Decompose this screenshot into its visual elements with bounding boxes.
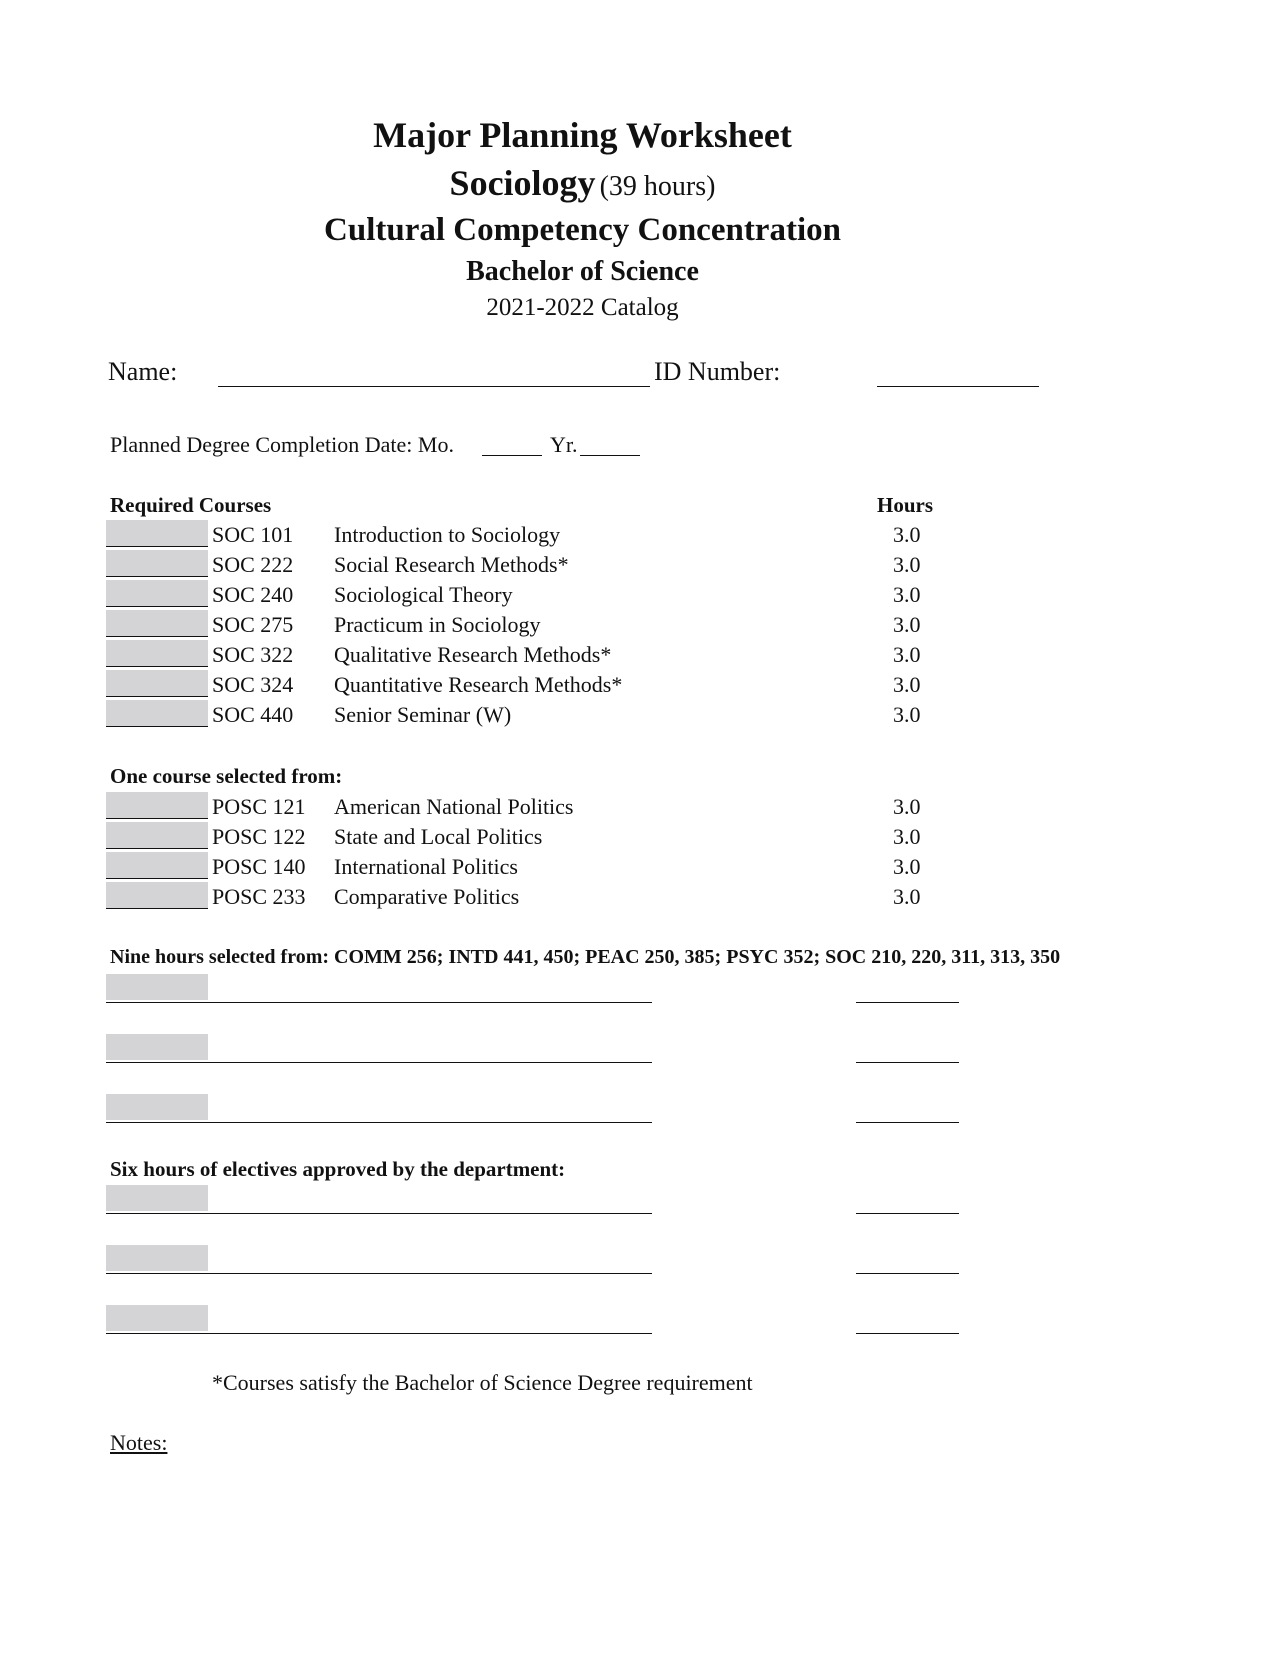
major-line <box>0 162 1165 204</box>
course-entry-line[interactable] <box>106 1002 652 1003</box>
course-code: SOC 324 <box>212 672 294 697</box>
completion-box[interactable] <box>106 1245 208 1271</box>
course-code: POSC 122 <box>212 824 306 849</box>
course-title: Sociological Theory <box>334 582 513 607</box>
course-code: SOC 240 <box>212 582 294 607</box>
completion-box[interactable] <box>106 882 208 909</box>
completion-box[interactable] <box>106 520 208 547</box>
footnote: *Courses satisfy the Bachelor of Science Degree requirement <box>212 1370 753 1395</box>
course-code: POSC 140 <box>212 854 306 879</box>
concentration-title: Cultural Competency Concentration <box>324 212 841 248</box>
required-courses-heading: Required Courses <box>110 493 272 517</box>
course-title: Social Research Methods* <box>334 552 569 577</box>
completion-date-label: Planned Degree Completion Date: Mo. <box>110 432 454 457</box>
completion-box[interactable] <box>106 852 208 879</box>
course-hours: 3.0 <box>893 854 921 879</box>
course-entry-line[interactable] <box>106 1333 652 1334</box>
major-name: Sociology <box>449 163 596 203</box>
course-code: SOC 440 <box>212 702 294 727</box>
completion-box[interactable] <box>106 670 208 697</box>
page-title: Major Planning Worksheet <box>373 115 792 155</box>
course-code: SOC 222 <box>212 552 294 577</box>
completion-year-field[interactable] <box>580 455 640 456</box>
course-entry-line[interactable] <box>106 1062 652 1063</box>
completion-box[interactable] <box>106 822 208 849</box>
hours-entry-line[interactable] <box>856 1062 959 1063</box>
completion-box[interactable] <box>106 974 208 1000</box>
course-hours: 3.0 <box>893 794 921 819</box>
course-hours: 3.0 <box>893 582 921 607</box>
one-course-heading: One course selected from: <box>110 764 343 788</box>
course-entry-line[interactable] <box>106 1122 652 1123</box>
hours-entry-line[interactable] <box>856 1213 959 1214</box>
completion-year-label: Yr. <box>550 432 578 457</box>
completion-box[interactable] <box>106 640 208 667</box>
course-code: SOC 101 <box>212 522 294 547</box>
course-hours: 3.0 <box>893 522 921 547</box>
course-title: American National Politics <box>334 794 574 819</box>
completion-month-field[interactable] <box>482 455 542 456</box>
completion-box[interactable] <box>106 1185 208 1211</box>
completion-box[interactable] <box>106 792 208 819</box>
course-title: State and Local Politics <box>334 824 543 849</box>
id-number-label: ID Number: <box>654 357 781 386</box>
course-hours: 3.0 <box>893 612 921 637</box>
completion-box[interactable] <box>106 1094 208 1120</box>
degree-title: Bachelor of Science <box>466 256 699 287</box>
completion-box[interactable] <box>106 580 208 607</box>
course-title: International Politics <box>334 854 518 879</box>
course-hours: 3.0 <box>893 642 921 667</box>
course-hours: 3.0 <box>893 884 921 909</box>
course-code: SOC 322 <box>212 642 294 667</box>
hours-entry-line[interactable] <box>856 1122 959 1123</box>
course-title: Introduction to Sociology <box>334 522 561 547</box>
name-label: Name: <box>108 357 178 386</box>
completion-box[interactable] <box>106 610 208 637</box>
course-hours: 3.0 <box>893 824 921 849</box>
nine-hours-heading: Nine hours selected from: COMM 256; INTD 441, 450; PEAC 250, 385; PSYC 352; SOC 210, 220, 311, 313, 350 <box>110 946 1061 968</box>
course-hours: 3.0 <box>893 672 921 697</box>
course-title: Quantitative Research Methods* <box>334 672 623 697</box>
name-field[interactable] <box>218 386 650 387</box>
course-title: Senior Seminar (W) <box>334 702 512 727</box>
id-number-field[interactable] <box>877 386 1039 387</box>
major-hours: (39 hours) <box>599 171 716 202</box>
hours-entry-line[interactable] <box>856 1002 959 1003</box>
notes-label: Notes: <box>110 1430 168 1455</box>
hours-entry-line[interactable] <box>856 1333 959 1334</box>
hours-entry-line[interactable] <box>856 1273 959 1274</box>
course-entry-line[interactable] <box>106 1273 652 1274</box>
course-hours: 3.0 <box>893 702 921 727</box>
course-title: Comparative Politics <box>334 884 520 909</box>
course-code: SOC 275 <box>212 612 294 637</box>
course-title: Qualitative Research Methods* <box>334 642 612 667</box>
completion-box[interactable] <box>106 700 208 727</box>
course-code: POSC 233 <box>212 884 306 909</box>
completion-box[interactable] <box>106 1305 208 1331</box>
course-hours: 3.0 <box>893 552 921 577</box>
course-title: Practicum in Sociology <box>334 612 541 637</box>
completion-box[interactable] <box>106 550 208 577</box>
catalog-year: 2021-2022 Catalog <box>486 294 679 321</box>
course-entry-line[interactable] <box>106 1213 652 1214</box>
completion-box[interactable] <box>106 1034 208 1060</box>
course-code: POSC 121 <box>212 794 306 819</box>
hours-heading: Hours <box>877 493 934 517</box>
six-hours-heading: Six hours of electives approved by the department: <box>110 1157 566 1181</box>
